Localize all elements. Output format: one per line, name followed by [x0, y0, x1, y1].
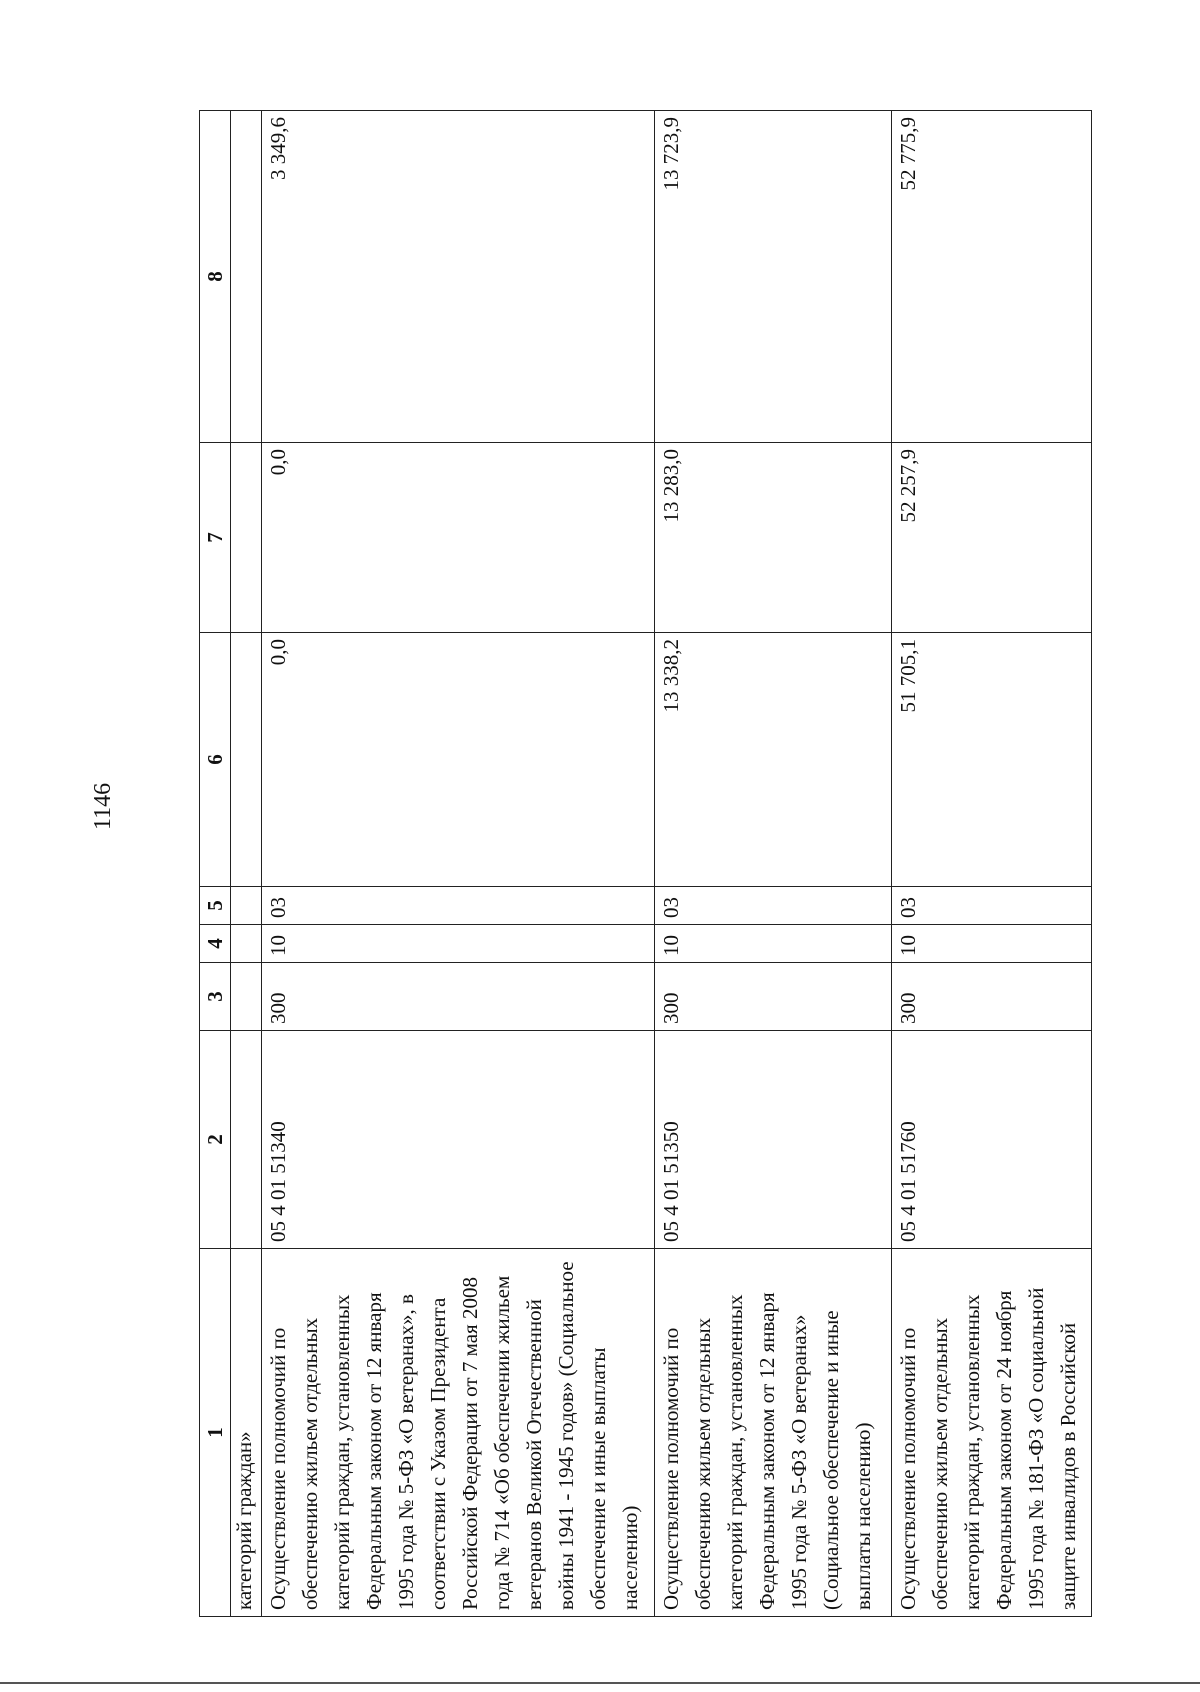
row-name: Осуществление полномочий по обеспечению жильем отдельных категорий граждан, установленных Федеральным законом от 24 ноября 1995 года № 181-ФЗ «О социальной защите инвалидов в Российской: [892, 1249, 1092, 1617]
row-vr-code: 300: [262, 963, 655, 1031]
row-rz-code: 10: [655, 925, 892, 963]
row-vr-code: 300: [892, 963, 1092, 1031]
table-row: [262, 111, 655, 1617]
col-header-4: 4: [200, 925, 231, 963]
row-value-col8: 3 349,6: [262, 111, 655, 443]
row-value-col6: 51 705,1: [892, 633, 1092, 887]
row-value-col7: 13 283,0: [655, 443, 892, 633]
row-csr-code: 05 4 01 51340: [262, 1031, 655, 1249]
empty-cell: [231, 887, 262, 925]
scan-edge-line: [0, 1682, 1200, 1684]
empty-cell: [231, 1031, 262, 1249]
row-csr-code: 05 4 01 51350: [655, 1031, 892, 1249]
row-name: Осуществление полномочий по обеспечению жильем отдельных категорий граждан, установленных Федеральным законом от 12 января 1995 года № 5-ФЗ «О ветеранах», в соответствии с Указом Президента Российской Федерации от 7 мая 2008 года № 714 «Об обеспечении жильем ветеранов Великой Отечественной войны 1941 - 1945 годов» (Социальное обеспечение и иные выплаты населению): [262, 1249, 655, 1617]
row-value-col7: 52 257,9: [892, 443, 1092, 633]
col-header-5: 5: [200, 887, 231, 925]
row-value-col6: 13 338,2: [655, 633, 892, 887]
row-vr-code: 300: [655, 963, 892, 1031]
row-name: Осуществление полномочий по обеспечению жильем отдельных категорий граждан, установленных Федеральным законом от 12 января 1995 года № 5-ФЗ «О ветеранах» (Социальное обеспечение и иные выплаты населению): [655, 1249, 892, 1617]
empty-cell: [231, 633, 262, 887]
empty-cell: [231, 111, 262, 443]
page-number: 1146: [90, 782, 116, 830]
col-header-8: 8: [200, 111, 231, 443]
continuation-text: категорий граждан»: [231, 1249, 262, 1617]
row-value-col8: 52 775,9: [892, 111, 1092, 443]
row-rz-code: 10: [262, 925, 655, 963]
continuation-row: [231, 111, 262, 1617]
col-header-2: 2: [200, 1031, 231, 1249]
row-value-col7: 0,0: [262, 443, 655, 633]
col-header-6: 6: [200, 633, 231, 887]
row-pr-code: 03: [655, 887, 892, 925]
row-pr-code: 03: [892, 887, 1092, 925]
budget-table: [199, 110, 1092, 1617]
col-header-3: 3: [200, 963, 231, 1031]
row-value-col8: 13 723,9: [655, 111, 892, 443]
row-value-col6: 0,0: [262, 633, 655, 887]
empty-cell: [231, 443, 262, 633]
col-header-1: 1: [200, 1249, 231, 1617]
row-csr-code: 05 4 01 51760: [892, 1031, 1092, 1249]
table-row: [655, 111, 892, 1617]
table-row: [892, 111, 1092, 1617]
budget-table-rotated: [199, 111, 1092, 1617]
header-row: [200, 111, 231, 1617]
empty-cell: [231, 963, 262, 1031]
row-pr-code: 03: [262, 887, 655, 925]
empty-cell: [231, 925, 262, 963]
col-header-7: 7: [200, 443, 231, 633]
row-rz-code: 10: [892, 925, 1092, 963]
